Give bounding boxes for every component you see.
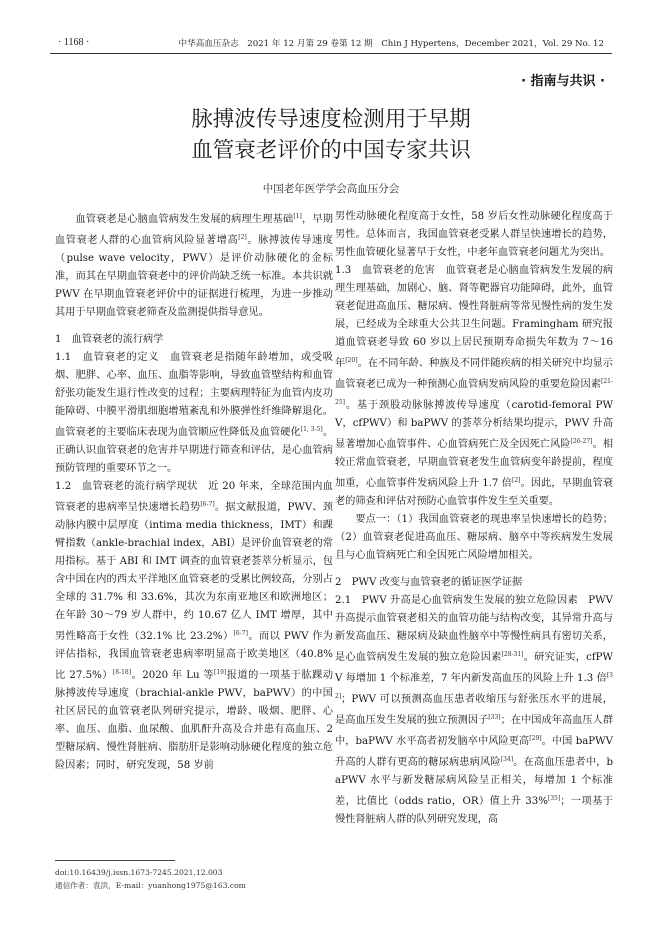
citation: [2] [512, 477, 521, 484]
intro-paragraph: 血管衰老是心脑血管病发生发展的病理生理基础[1]，早期血管衰老人群的心血管病风险显著增高[2]。脉搏波传导速度（pulse wave velocity，PWV）是评价动脉硬化的金标准，而其在早期血管衰老中的评价尚缺乏统一标准。本共识就 PWV 在早期血管衰老评价中的证据进行梳理，为进一步推动其用于早期血管衰老筛查及监测提供指导意见。 [55, 213, 334, 318]
citation: [34] [500, 756, 514, 763]
section-tag: · 指南与共识 · [521, 74, 605, 89]
journal-citation-line: 中华高血压杂志 2021 年 12 月第 29 卷第 12 期 Chin J Hypertens，December 2021，Vol. 29 No. 12 [178, 39, 604, 49]
running-header [50, 37, 612, 51]
paragraph-1-3: 1.3 血管衰老的危害 血管衰老是心脑血管病发生发展的病理生理基础，加剧心、脑、肾等靶器官功能障碍，此外，血管衰老促进高血压、糖尿病、慢性肾脏病等常见慢性病的发生发展，已经成为全球重大公共卫生问题。Framingham 研究报道血管衰老导致 60 岁以上居民预期寿命损失年数为 7～16 年[20]。在不同年龄、种族及不同伴随疾病的相关研究中均显示血管衰老已成为一种预测心血管病发病风险的重要危险因素[21-25]。基于颈股动脉脉搏波传导速度（carotid-femoral PWV，cfPWV）和 baPWV 的荟萃分析结果均提示，PWV 升高显著增加心血管事件、心血管病死亡及全因死亡风险[26-27]。相较正常血管衰老，早期血管衰老发生血管病变年龄提前，程度加重，心血管事件发病风险上升 1.7 倍[2]。因此，早期血管衰老的筛查和评估对预防心血管事件发生至关重要。 [335, 265, 614, 507]
paragraph-2-1: 2.1 PWV 升高是心血管病发生发展的独立危险因素 PWV 升高提示血管衰老相关的血管功能与结构改变，其异常升高与新发高血压、糖尿病及缺血性脑卒中等慢性病具有密切关系，是心血管病发生发展的独立危险因素[28-31]。研究证实，cfPWV 每增加 1 个标准差，7 年内新发高血压的风险上升 1.3 倍[32]；PWV 可以预测高血压患者收缩压与舒张压水平的进展，是高血压发生发展的独立预测因子[33]；在中国成年高血压人群中，baPWV 水平高者初发脑卒中风险更高[29]。中国 baPWV 升高的人群有更高的糖尿病患病风险[34]。在高血压患者中，baPWV 水平与新发糖尿病风险呈正相关，每增加 1 个标准差，比值比（odds ratio，OR）值上升 33%[35]；一项基于慢性肾脏病人群的队列研究发现，高 [335, 595, 614, 825]
author-line: 中国老年医学学会高血压分会 [262, 183, 400, 195]
paragraph-continued: 男性动脉硬化程度高于女性，58 岁后女性动脉硬化程度高于男性。总体而言，我国血管衰老受累人群呈快速增长的趋势，男性血管硬化显著早于女性，中老年血管衰老问题尤为突出。 [335, 211, 613, 258]
citation: [8-18] [112, 669, 132, 676]
footnote [55, 866, 333, 892]
header-rule [50, 53, 612, 54]
paragraph-1-1: 1.1 血管衰老的定义 血管衰老是指随年龄增加，或受吸烟、肥胖、心率、血压、血脂等影响，导致血管壁结构和血管舒张功能发生退行性改变的过程；主要病理特征为血管内皮功能障碍、中膜平滑肌细胞增殖紊乱和外膜弹性纤维降解退化。血管衰老的主要临床表现为血管顺应性降低及血管硬化[1, 3-5]。正确认识血管衰老的危害并早期进行筛查和评估，是心血管病预防管理的重要环节之一。 [55, 352, 334, 474]
paragraph-1-2: 1.2 血管衰老的流行病学现状 近 20 年来，全球范围内血管衰老的患病率呈快速增长趋势[6-7]。据文献报道，PWV、颈动脉内膜中层厚度（intima media thickness，IMT）和踝臂指数（ankle-brachial index，ABI）是评价血管衰老的常用指标。基于 ABI 和 IMT 调查的血管衰老荟萃分析显示，包含中国在内的西太平洋地区血管衰老的受累比例较高，分别占全球的 31.7% 和 33.6%，其次为东南亚地区和欧洲地区；在年龄 30～79 岁人群中，约 10.67 亿人 IMT 增厚，其中男性略高于女性（32.1% 比 23.2%）[6-7]。而以 PWV 作为评估指标，我国血管衰老患病率明显高于欧美地区（40.8% 比 27.5%）[8-18]。2020 年 Lu 等[19]报道的一项基于肱踝动脉搏波传导速度（brachial-ankle PWV，baPWV）的中国社区居民的血管衰老队列研究提示，增龄、吸烟、肥胖、心率、血压、血脂、血尿酸、血肌酐升高及合并患有高血压、2 型糖尿病、慢性肾脏病、脂肪肝是影响动脉硬化程度的独立危险因素；同时，研究发现，58 岁前 [55, 481, 334, 771]
citation: [32] [335, 672, 613, 700]
doi-line: doi:10.16439/j.issn.1673-7245.2021.12.003 [55, 868, 223, 877]
left-column [55, 208, 333, 775]
section-heading-2: 2 PWV 改变与血管衰老的循证医学证据 [335, 577, 523, 588]
right-column [335, 208, 613, 829]
correspondence-line: 通信作者：袁洪，E-mail：yuanhong1975@163.com [55, 881, 246, 890]
citation: [6-7] [200, 501, 215, 508]
citation: [29] [529, 735, 542, 742]
article-title [0, 104, 662, 166]
title-line-2: 血管衰老评价的中国专家共识 [191, 138, 471, 163]
title-line-1: 脉搏波传导速度检测用于早期 [191, 107, 471, 132]
citation: [35] [547, 795, 561, 802]
citation: [33] [488, 714, 501, 721]
page-number: · 1168 · [58, 37, 90, 48]
citation: [26-27] [570, 438, 593, 445]
citation: [28-31] [501, 651, 524, 658]
citation: [20] [345, 357, 358, 364]
citation: [21-25] [335, 378, 613, 406]
citation: [19] [213, 669, 227, 676]
citation: [1, 3-5] [300, 426, 323, 433]
citation: [6-7] [233, 630, 248, 637]
citation: [2] [238, 234, 247, 241]
key-point-1: 要点一：（1）我国血管衰老的现患率呈快速增长的趋势；（2）血管衰老促进高血压、糖尿病、脑卒中等疾病发生发展且与心血管病死亡和全因死亡风险增加相关。 [335, 514, 613, 561]
section-heading-1: 1 血管衰老的流行病学 [55, 334, 164, 345]
citation: [1] [293, 213, 302, 220]
footnote-rule [55, 860, 175, 861]
